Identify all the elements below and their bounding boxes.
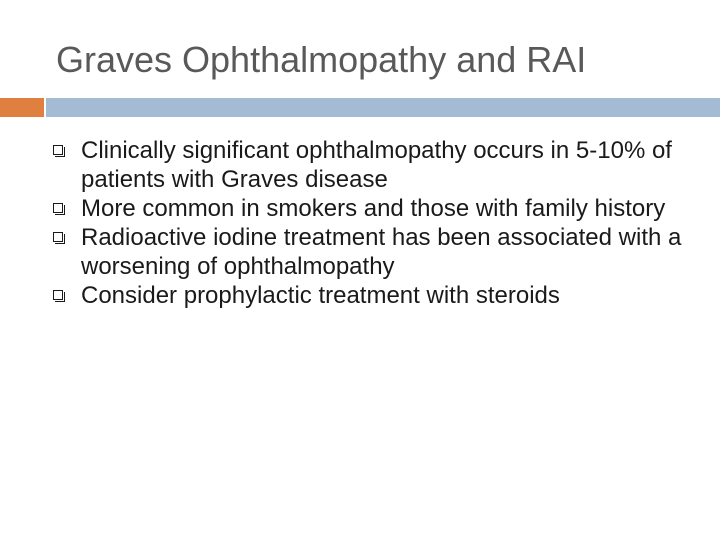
square-bullet-icon [53, 203, 63, 213]
square-bullet-icon [53, 232, 63, 242]
accent-bar-blue [46, 98, 720, 117]
bullet-item [52, 136, 692, 194]
bullet-list [52, 136, 692, 310]
bullet-text: Clinically significant ophthalmopathy occurs in 5-10% of patients with Graves disease [81, 137, 672, 193]
bullet-item [52, 223, 692, 281]
accent-bar-orange [0, 98, 44, 117]
bullet-text: Radioactive iodine treatment has been associated with a worsening of ophthalmopathy [81, 224, 682, 280]
bullet-item [52, 281, 692, 310]
bullet-item [52, 194, 692, 223]
square-bullet-icon [53, 290, 63, 300]
bullet-text: More common in smokers and those with family history [81, 195, 666, 222]
bullet-text: Consider prophylactic treatment with steroids [81, 282, 560, 309]
slide-title: Graves Ophthalmopathy and RAI [56, 39, 587, 80]
square-bullet-icon [53, 145, 63, 155]
